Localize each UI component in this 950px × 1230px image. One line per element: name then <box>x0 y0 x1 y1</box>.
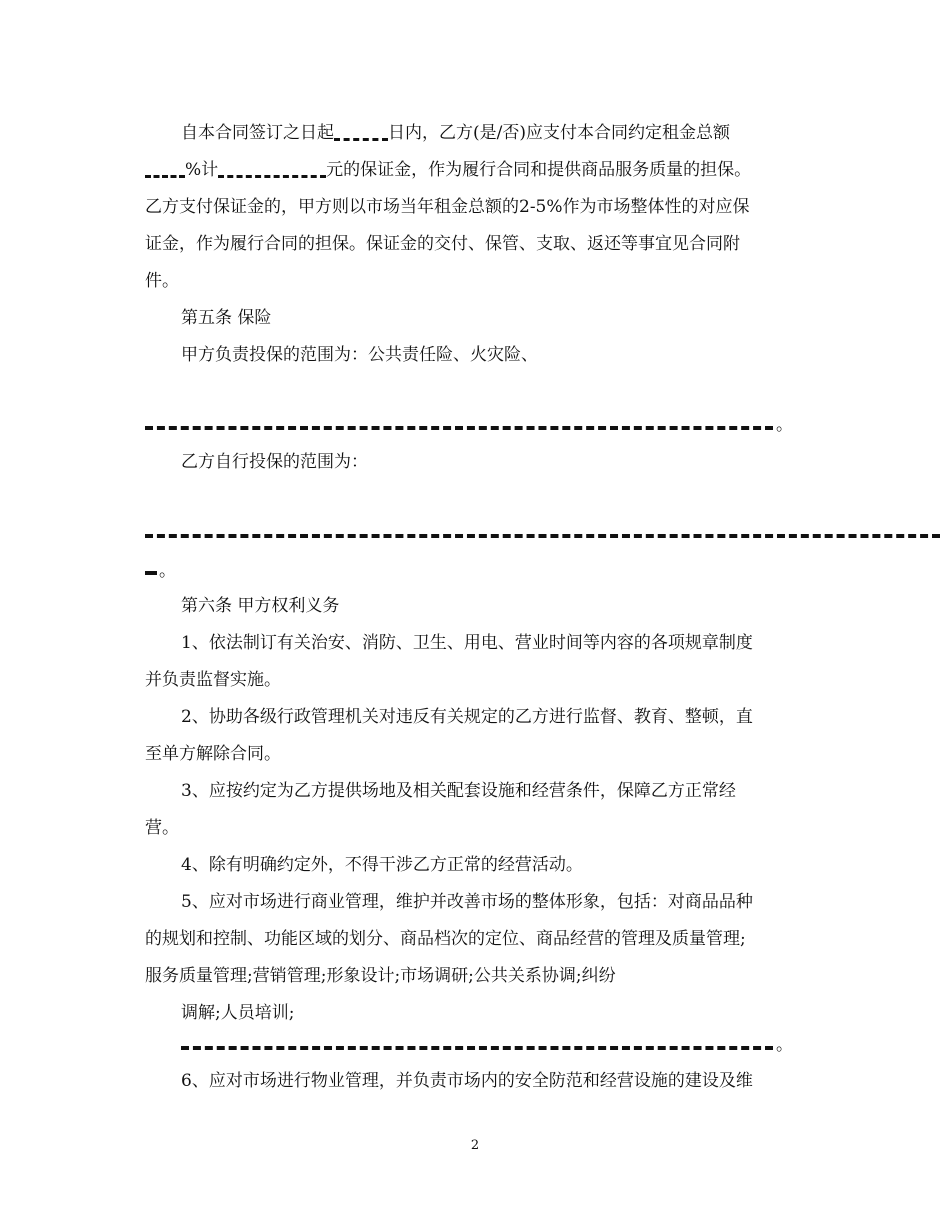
paragraph-line: 乙方支付保证金的，甲方则以市场当年租金总额的2-5%作为市场整体性的对应保 <box>145 197 750 217</box>
list-item: 5、应对市场进行商业管理，维护并改善市场的整体形象，包括：对商品品种 <box>181 892 753 912</box>
fill-line <box>145 534 940 538</box>
text: 自本合同签订之日起 <box>181 123 334 143</box>
list-item: 2、协助各级行政管理机关对违反有关规定的乙方进行监督、教育、整顿，直 <box>181 707 753 727</box>
fill-blank <box>145 175 185 178</box>
list-item: 1、依法制订有关治安、消防、卫生、用电、营业时间等内容的各项规章制度 <box>181 633 753 653</box>
list-item-continued: 调解;人员培训; <box>181 1003 295 1023</box>
article-heading: 第五条 保险 <box>181 308 272 328</box>
list-item-continued: 至单方解除合同。 <box>145 744 281 764</box>
period-mark: 。 <box>776 415 793 435</box>
fill-line <box>181 1046 773 1050</box>
list-item-continued: 服务质量管理;营销管理;形象设计;市场调研;公共关系协调;纠纷 <box>145 966 616 986</box>
list-item: 4、除有明确约定外，不得干涉乙方正常的经营活动。 <box>181 855 583 875</box>
list-item: 6、应对市场进行物业管理，并负责市场内的安全防范和经营设施的建设及维 <box>181 1071 753 1091</box>
period-mark: 。 <box>159 561 176 581</box>
page-number: 2 <box>470 1138 480 1153</box>
text: 元的保证金，作为履行合同和提供商品服务质量的担保。 <box>326 160 752 180</box>
fill-line <box>145 426 773 430</box>
paragraph-line <box>145 159 751 181</box>
paragraph-line <box>181 122 730 144</box>
period-mark: 。 <box>776 1035 793 1055</box>
list-item-continued: 的规划和控制、功能区域的划分、商品档次的定位、商品经营的管理及质量管理; <box>145 929 746 949</box>
paragraph-line: 乙方自行投保的范围为： <box>181 452 368 472</box>
list-item-continued: 并负责监督实施。 <box>145 670 281 690</box>
paragraph-line: 件。 <box>145 271 179 291</box>
text: %计 <box>185 160 219 180</box>
paragraph-line: 甲方负责投保的范围为：公共责任险、火灾险、 <box>181 345 538 365</box>
fill-blank <box>334 138 388 141</box>
article-heading: 第六条 甲方权利义务 <box>181 596 340 616</box>
fill-line <box>145 571 157 575</box>
fill-blank <box>218 175 326 178</box>
list-item-continued: 营。 <box>145 818 179 838</box>
list-item: 3、应按约定为乙方提供场地及相关配套设施和经营条件，保障乙方正常经 <box>181 781 736 801</box>
paragraph-line: 证金，作为履行合同的担保。保证金的交付、保管、支取、返还等事宜见合同附 <box>145 234 740 254</box>
text: 日内，乙方(是/否)应支付本合同约定租金总额 <box>388 123 730 143</box>
